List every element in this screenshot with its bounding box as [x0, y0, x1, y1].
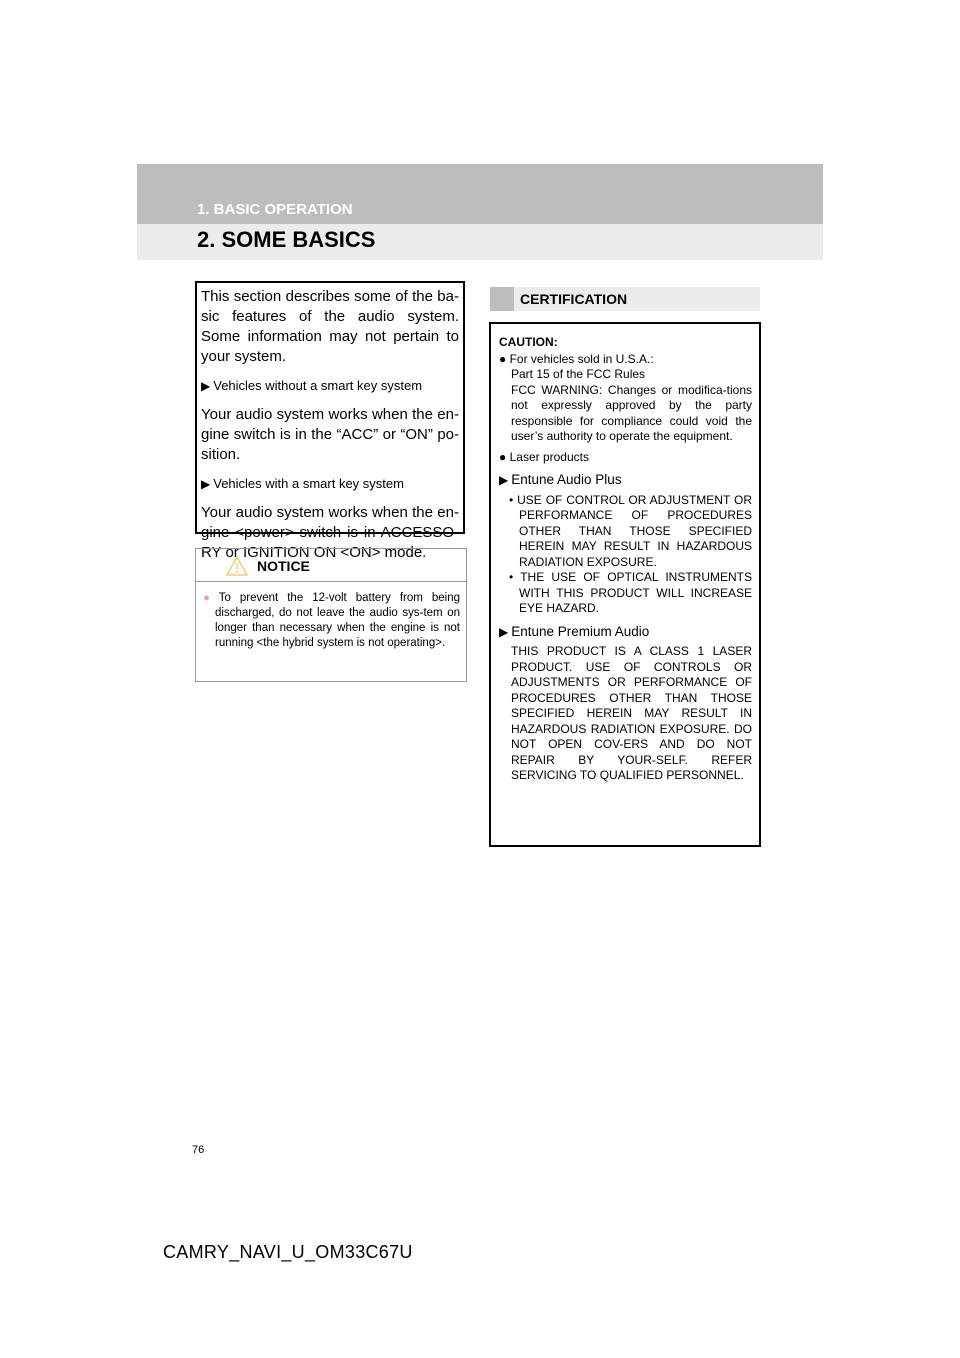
intro-subheading	[201, 474, 459, 494]
heading-text: Entune Audio Plus	[511, 472, 622, 487]
bullet-text: Laser products	[509, 449, 589, 464]
notice-text: To prevent the 12-volt battery from being discharged, do not leave the audio sys-tem on longer than necessary when the engine is not running <the hybrid system is not operating>.	[215, 592, 460, 649]
intro-paragraph: Your audio system works when the en-gine switch is in the “ACC” or “ON” po-sition.	[201, 406, 459, 463]
laser-bullet	[499, 450, 752, 466]
subheading-text: Vehicles with a smart key system	[213, 476, 404, 491]
notice-title: NOTICE	[257, 558, 310, 574]
bullet-circle-icon: ●	[203, 592, 216, 604]
heading-text: Entune Premium Audio	[511, 623, 650, 639]
triangle-right-icon: ▶	[201, 477, 211, 491]
triangle-right-icon: ▶	[499, 473, 509, 487]
intro-box	[195, 281, 465, 561]
certification-box	[489, 322, 761, 847]
triangle-right-icon: ▶	[201, 379, 211, 393]
notice-box	[195, 548, 467, 682]
header-square	[490, 287, 514, 311]
plus-item: • THE USE OF OPTICAL INSTRUMENTS WITH THIS PRODUCT WILL INCREASE EYE HAZARD.	[509, 570, 752, 615]
section-heading: 1. BASIC OPERATION	[197, 201, 353, 218]
subheading-text: Vehicles without a smart key system	[213, 378, 423, 393]
plus-item: • USE OF CONTROL OR ADJUSTMENT OR PERFORMANCE OF PROCEDURES OTHER THAN THOSE SPECIFIED HEREIN MAY RESULT IN HAZARDOUS RADIATION EXPOSURE.	[509, 492, 752, 569]
bullet-circle-icon: ●	[499, 449, 510, 464]
entune-premium-heading	[499, 624, 752, 641]
usa-bullet	[499, 352, 752, 368]
page-number: 76	[192, 1144, 205, 1156]
entune-plus-heading	[499, 472, 752, 489]
fcc-rules-line: Part 15 of the FCC Rules	[511, 367, 646, 381]
bullet-text: For vehicles sold in U.S.A.:	[509, 351, 654, 366]
premium-text: THIS PRODUCT IS A CLASS 1 LASER PRODUCT. USE OF CONTROLS OR ADJUSTMENTS OR PERFORMANCE OF PROCEDURES OTHER THAN THOSE SPECIFIED HEREIN MAY RESULT IN HAZARDOUS RADIATION EXPOSURE. DO NOT OPEN COV-ERS AND DO NOT REPAIR BY YOUR-SELF. REFER SERVICING TO QUALIFIED PERSONNEL.	[511, 644, 752, 782]
intro-paragraph: Your audio system works when the en-gine <power> switch is in ACCESSO-RY or IGNITION ON <ON> mode.	[201, 504, 459, 561]
triangle-right-icon: ▶	[499, 624, 509, 639]
notice-body	[196, 582, 466, 651]
fcc-warning-text: FCC WARNING: Changes or modifica-tions not expressly approved by the party responsible for compliance could void the user’s authority to operate the equipment.	[511, 382, 752, 443]
notice-header	[196, 549, 466, 582]
footer-code: CAMRY_NAVI_U_OM33C67U	[163, 1242, 413, 1262]
bullet-circle-icon: ●	[499, 351, 510, 366]
page-title: 2. SOME BASICS	[197, 227, 376, 252]
certification-header	[490, 287, 760, 311]
certification-title: CERTIFICATION	[520, 291, 628, 307]
intro-subheading	[201, 376, 459, 396]
caution-label: CAUTION:	[499, 335, 558, 349]
warning-triangle-icon	[226, 556, 248, 576]
notice-item	[203, 591, 460, 651]
intro-paragraph: This section describes some of the ba-sic features of the audio system. Some information may not pertain to your system.	[201, 288, 459, 365]
